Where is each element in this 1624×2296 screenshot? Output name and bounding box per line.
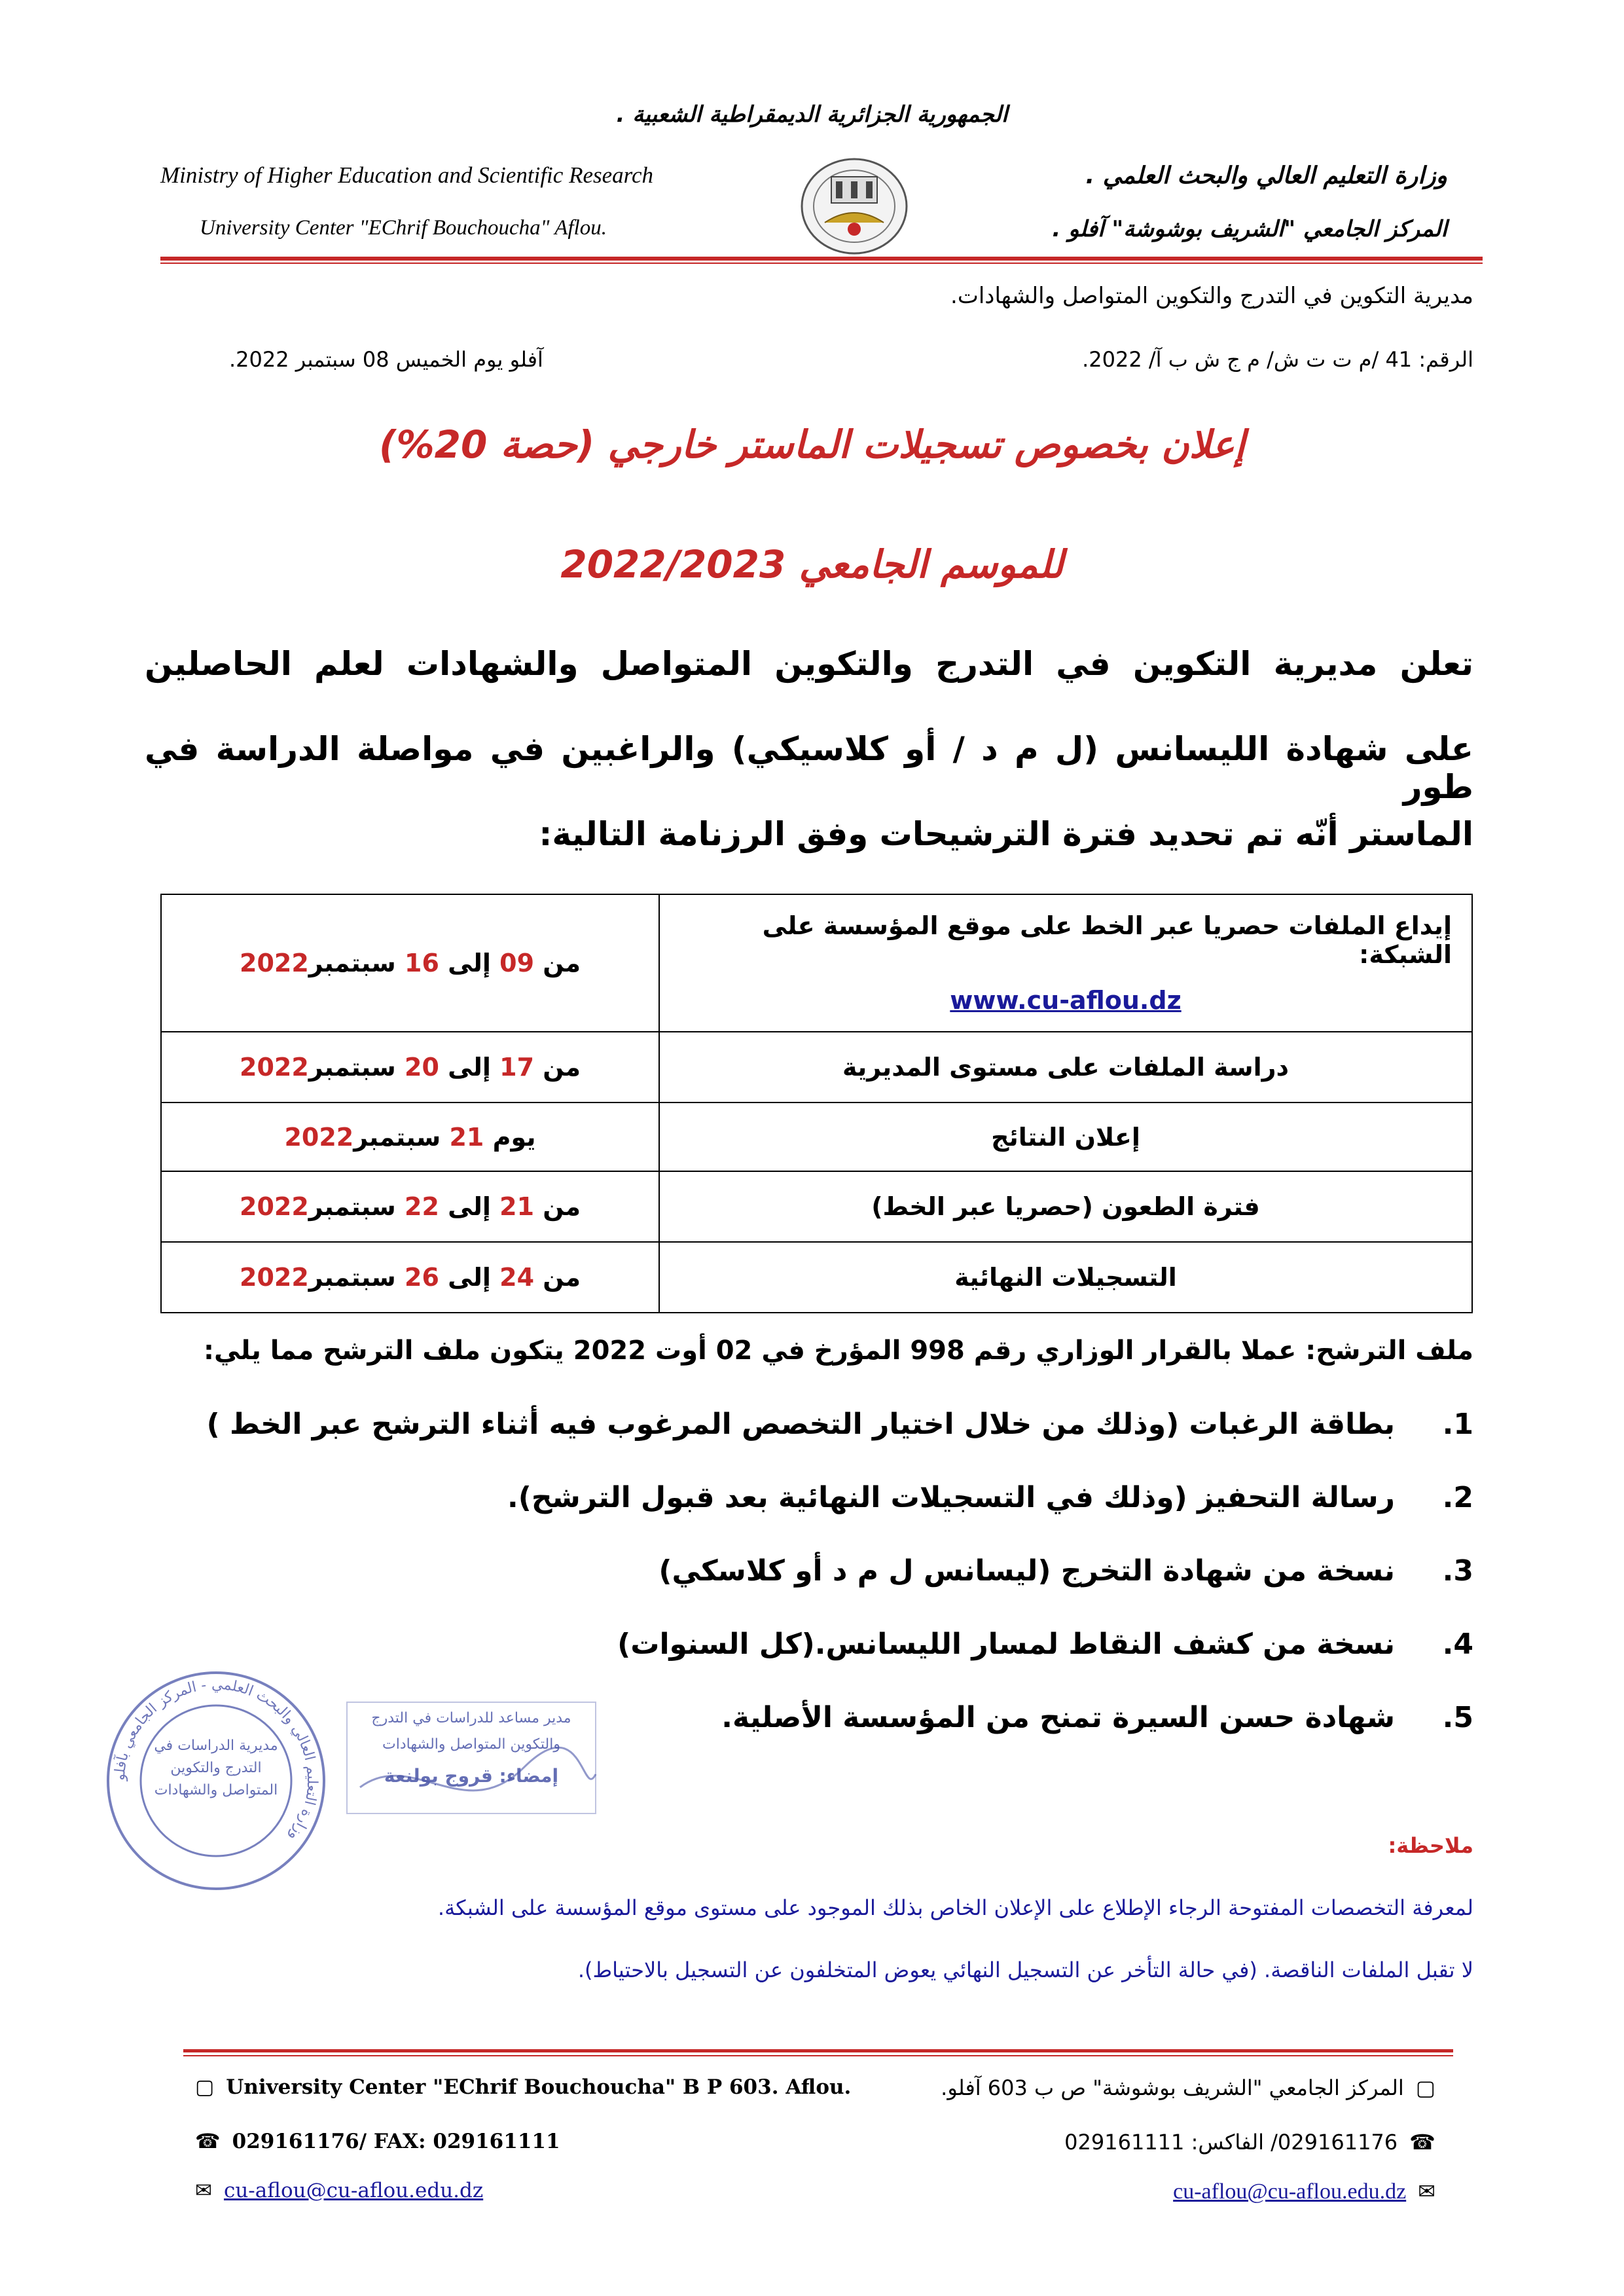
date-prefix: من	[543, 1053, 581, 1082]
footer-address-ar	[941, 2075, 1447, 2100]
footer-rule-thin	[183, 2055, 1453, 2056]
item-text: نسخة من كشف النقاط لمسار الليسانس.(كل السنوات)	[617, 1628, 1395, 1661]
stamp-ring-text: وزارة التعليم العالي والبحث العلمي - المركز الجامعي بآفلو	[111, 1676, 321, 1844]
schedule-desc: دراسة الملفات على مستوى المديرية	[659, 1032, 1472, 1102]
table-row	[161, 1242, 1472, 1313]
date-end: 16	[405, 949, 439, 977]
date-end: 22	[405, 1192, 439, 1221]
mailbox-icon: ▢	[1415, 2075, 1435, 2100]
reference-number: الرقم: 41 /م ت ت ش/ م ج ش ب آ/ 2022.	[1082, 347, 1473, 372]
header-rule	[160, 257, 1483, 261]
announcement-title: إعلان بخصوص تسجيلات الماستر خارجي (حصة 20%)	[379, 422, 1245, 467]
footer-rule	[183, 2049, 1453, 2052]
schedule-desc: فترة الطعون (حصريا عبر الخط)	[659, 1171, 1472, 1242]
header-rule-thin	[160, 263, 1483, 264]
list-item	[164, 1481, 1473, 1554]
republic-name: الجمهورية الجزائرية الديمقراطية الشعبية .	[616, 101, 1008, 128]
item-number: 3.	[1442, 1554, 1473, 1588]
schedule-table	[160, 894, 1473, 1313]
list-item	[164, 1554, 1473, 1628]
date-end: 26	[405, 1263, 439, 1292]
date-start: 24	[499, 1263, 535, 1292]
date-prefix: من	[543, 1192, 581, 1221]
date-start: 17	[499, 1053, 535, 1082]
schedule-date-cell	[161, 1242, 659, 1313]
issue-date: آفلو يوم الخميس 08 سبتمبر 2022.	[229, 347, 543, 372]
note-line-2: لا تقبل الملفات الناقصة. (في حالة التأخر عن التسجيل النهائي يعوض المتخلفون عن التسجيل بالاحتياط).	[577, 1958, 1473, 1982]
website-link[interactable]: www.cu-aflou.dz	[950, 986, 1182, 1015]
item-text: رسالة التحفيز (وذلك في التسجيلات النهائية بعد قبول الترشح).	[507, 1481, 1395, 1514]
table-row	[161, 1171, 1472, 1242]
ministry-name-ar: وزارة التعليم العالي والبحث العلمي .	[1085, 162, 1447, 189]
schedule-date-cell	[161, 1102, 659, 1171]
envelope-icon: ✉	[1418, 2179, 1435, 2204]
date-start: 21	[499, 1192, 535, 1221]
date-connector: إلى	[448, 1263, 491, 1292]
item-number: 5.	[1442, 1701, 1473, 1734]
schedule-date-cell	[161, 894, 659, 1032]
item-text: شهادة حسن السيرة تمنح من المؤسسة الأصلية.	[721, 1701, 1395, 1734]
phone-icon: ☎	[195, 2130, 221, 2153]
footer-phone-ar	[1064, 2130, 1447, 2155]
table-row	[161, 894, 1472, 1032]
signer-title-line1: مدير مساعد للدراسات في التدرج	[371, 1710, 571, 1726]
item-text: نسخة من شهادة التخرج (ليسانس ل م د أو كلاسكي)	[659, 1554, 1395, 1588]
note-line-1: لمعرفة التخصصات المفتوحة الرجاء الإطلاع على الإعلان الخاص بذلك الموجود على مستوى موقع المؤسسة على الشبكة.	[437, 1895, 1473, 1920]
schedule-desc: إيداع الملفات حصريا عبر الخط على موقع المؤسسة على الشبكة:	[762, 911, 1452, 969]
announcement-subtitle: للموسم الجامعي 2022/2023	[560, 542, 1064, 587]
item-number: 1.	[1442, 1408, 1473, 1441]
stamp-center-text: مديرية الدراسات في التدرج والتكوين المتواصل والشهادات	[154, 1738, 278, 1798]
item-text: بطاقة الرغبات (وذلك من خلال اختيار التخصص المرغوب فيه أثناء الترشح عبر الخط )	[206, 1408, 1395, 1441]
intro-line-1: تعلن مديرية التكوين في التدرج والتكوين المتواصل والشهادات لعلم الحاصلين	[145, 645, 1473, 683]
footer-email-ar	[1173, 2179, 1447, 2204]
date-year: 2022	[240, 1192, 309, 1221]
date-connector: إلى	[448, 1053, 491, 1082]
schedule-desc-cell	[659, 894, 1472, 1032]
date-month: سبتمبر	[353, 1122, 441, 1152]
directorate-name: مديرية التكوين في التدرج والتكوين المتواصل والشهادات.	[950, 283, 1473, 309]
official-round-stamp	[98, 1663, 334, 1899]
date-start: 09	[499, 949, 535, 977]
item-number: 2.	[1442, 1481, 1473, 1514]
date-month: سبتمبر	[308, 1053, 396, 1082]
footer-address-en-text: University Center "EChrif Bouchoucha" B P 603. Aflou.	[226, 2075, 852, 2099]
phone-icon: ☎	[1409, 2130, 1435, 2155]
schedule-date-cell	[161, 1171, 659, 1242]
schedule-date-cell	[161, 1032, 659, 1102]
table-row	[161, 1102, 1472, 1171]
schedule-desc: إعلان النتائج	[659, 1102, 1472, 1171]
center-name-ar: المركز الجامعي "الشريف بوشوشة" آفلو .	[1052, 216, 1447, 242]
note-label: ملاحظة:	[1388, 1833, 1473, 1858]
date-year: 2022	[284, 1122, 354, 1152]
footer-address-en	[183, 2075, 851, 2099]
list-item	[164, 1408, 1473, 1481]
date-month: سبتمبر	[308, 1263, 396, 1292]
date-end: 20	[405, 1053, 439, 1082]
item-number: 4.	[1442, 1628, 1473, 1661]
signature-stamp	[334, 1689, 609, 1846]
table-row	[161, 1032, 1472, 1102]
signer-name: إمضاء: قروج بولنعة	[384, 1765, 559, 1787]
footer-email-en	[183, 2179, 483, 2202]
footer-phone-en	[183, 2130, 560, 2153]
date-year: 2022	[240, 949, 309, 977]
date-prefix: يوم	[492, 1122, 536, 1152]
date-prefix: من	[543, 949, 581, 977]
schedule-desc: التسجيلات النهائية	[659, 1242, 1472, 1313]
ministry-name-en: Ministry of Higher Education and Scientific Research	[160, 162, 653, 188]
date-year: 2022	[240, 1053, 309, 1082]
intro-line-2: على شهادة الليسانس (ل م د / أو كلاسيكي) والراغبين في مواصلة الدراسة في طور	[145, 730, 1473, 806]
envelope-icon: ✉	[195, 2179, 212, 2202]
footer-address-ar-text: المركز الجامعي "الشريف بوشوشة" ص ب 603 آفلو.	[941, 2075, 1404, 2100]
date-month: سبتمبر	[308, 949, 396, 977]
footer-email-ar-link[interactable]: cu-aflou@cu-aflou.edu.dz	[1173, 2179, 1407, 2204]
date-year: 2022	[240, 1263, 309, 1292]
university-logo	[795, 151, 913, 259]
date-prefix: من	[543, 1263, 581, 1292]
signer-title-line2: والتكوين المتواصل والشهادات	[382, 1736, 560, 1753]
footer-email-en-link[interactable]: cu-aflou@cu-aflou.edu.dz	[223, 2179, 484, 2202]
date-connector: إلى	[448, 1192, 491, 1221]
dossier-intro: ملف الترشح: عملا بالقرار الوزاري رقم 998 المؤرخ في 02 أوت 2022 يتكون ملف الترشح مما يلي:	[204, 1336, 1473, 1366]
intro-line-3: الماستر أنّه تم تحديد فترة الترشيحات وفق الرزنامة التالية:	[539, 815, 1473, 853]
date-start: 21	[449, 1122, 484, 1152]
footer-phone-en-text: 029161176/ FAX: 029161111	[232, 2130, 560, 2153]
mailbox-icon: ▢	[195, 2075, 215, 2099]
date-connector: إلى	[448, 949, 491, 977]
date-month: سبتمبر	[308, 1192, 396, 1221]
footer-phone-ar-text: 029161176/ الفاكس: 029161111	[1064, 2130, 1398, 2155]
center-name-en: University Center "EChrif Bouchoucha" Aflou.	[200, 216, 607, 240]
